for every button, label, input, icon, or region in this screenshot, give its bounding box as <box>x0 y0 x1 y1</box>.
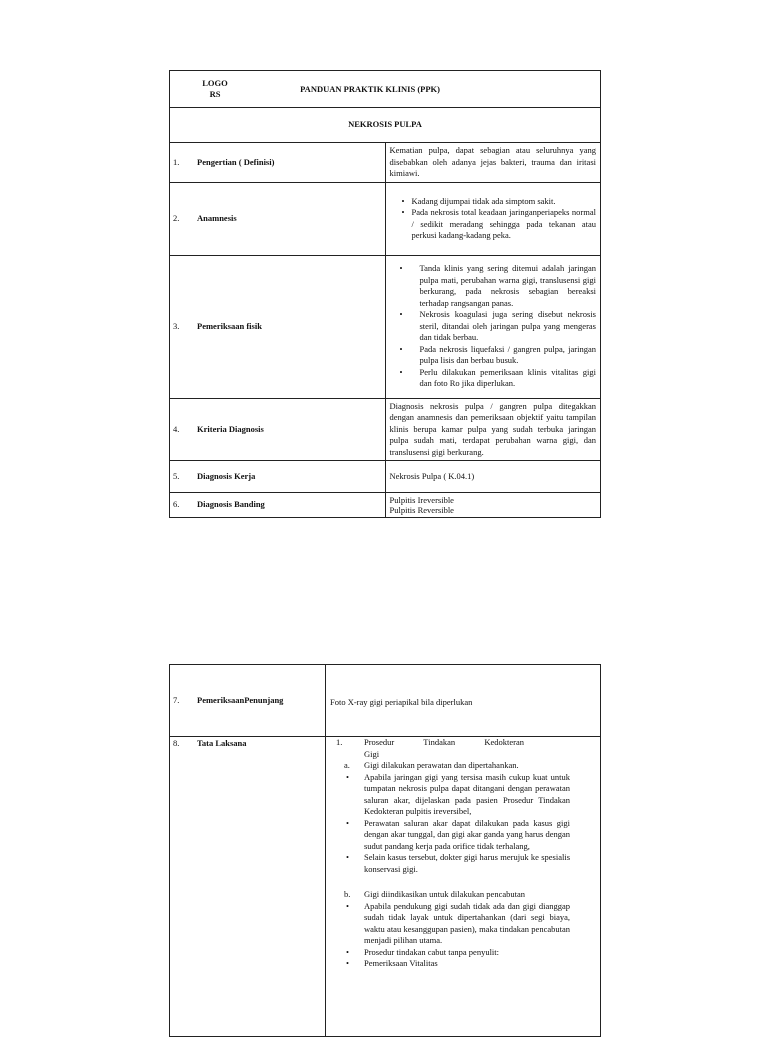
option-b-text: Gigi diindikasikan untuk dilakukan pencabutan <box>364 889 525 899</box>
list-item: • Pada nekrosis total keadaan jaringanperiapeks normal / sedikit meradang sehingga pada tekanan atau perkusi kadang-kadang peka. <box>412 207 597 242</box>
list-item: • Pemeriksaan Vitalitas <box>364 958 570 970</box>
row-number: 4. <box>173 423 180 434</box>
document-title: PANDUAN PRAKTIK KLINIS (PPK) <box>300 83 440 94</box>
header-row <box>170 71 601 108</box>
row-label: Diagnosis Kerja <box>197 470 256 481</box>
physical-exam-cell <box>385 255 601 398</box>
procedure-heading <box>330 737 596 760</box>
row-label-cell <box>170 461 386 493</box>
procedure-title-line2: Gigi <box>364 748 380 759</box>
option-b <box>330 889 596 901</box>
ppk-table-page-1 <box>169 70 601 518</box>
management-cell <box>326 737 601 1037</box>
row-label: Pemeriksaan fisik <box>197 320 262 331</box>
row-number: 2. <box>173 212 180 223</box>
anamnesis-cell <box>385 182 601 255</box>
diagnosis-criteria-text: Diagnosis nekrosis pulpa / gangren pulpa ditegakkan dengan anamnesis dan pemeriksaan objektif yaitu tampilan klinis berupa kamar pulpa yang sudah terbuka jaringan pulpa sudah mati, terdapat perubahan warna gigi, dan translusensi gigi berkurang. <box>385 398 601 461</box>
row-label: PemeriksaanPenunjang <box>197 694 284 705</box>
row-label: Kriteria Diagnosis <box>197 423 264 434</box>
list-item: • Apabila pendukung gigi sudah tidak ada dan gigi dianggap sudah tidak layak untuk dipertahankan (dari segi biaya, waktu atau kesanggupan pasien), maka tindakan pencabutan menjadi pilihan utama. <box>364 901 570 947</box>
option-a <box>330 760 596 772</box>
list-item: • Perawatan saluran akar dapat dilakukan pada kasus gigi dengan akar tunggal, dan gigi akar ganda yang harus dengan sudut pandang kerja pada orifice tidak terhalang, <box>364 818 570 853</box>
differential-item: Pulpitis Reversible <box>389 505 454 515</box>
list-item: • Kadang dijumpai tidak ada simptom sakit. <box>412 196 597 208</box>
row-number: 1. <box>173 156 180 167</box>
option-a-text: Gigi dilakukan perawatan dan dipertahankan. <box>364 760 519 770</box>
row-label-cell <box>170 665 326 737</box>
row-number: 7. <box>173 694 180 705</box>
logo-placeholder <box>170 78 260 100</box>
list-marker: 1. <box>336 737 343 747</box>
logo-text-line2: RS <box>209 88 221 99</box>
list-item: • Pada nekrosis liquefaksi / gangren pulpa, jaringan pulpa lisis dan berbau busuk. <box>420 344 597 367</box>
row-number: 3. <box>173 320 180 331</box>
list-item: • Apabila jaringan gigi yang tersisa masih cukup kuat untuk tumpatan nekrosis pulpa dapat ditangani dengan perawatan saluran akar, dijelaskan pada pasien Prosedur Tindakan Kedokteran pulpitis ireversibel, <box>364 772 570 818</box>
differential-diagnosis-cell <box>385 493 601 518</box>
procedure-title-line1: Prosedur Tindakan Kedokteran <box>364 737 524 747</box>
row-number: 8. <box>173 738 180 748</box>
working-diagnosis-text: Nekrosis Pulpa ( K.04.1) <box>385 461 601 493</box>
definition-text: Kematian pulpa, dapat sebagian atau seluruhnya yang disebabkan oleh adanya jejas bakteri, trauma dan iritasi kimiawi. <box>385 143 601 183</box>
list-marker: a. <box>344 760 350 770</box>
list-item: • Tanda klinis yang sering ditemui adalah jaringan pulpa mati, perubahan warna gigi, translusensi gigi berkurang, pada nekrosis sebagian bereaksi terhadap rangsangan panas. <box>420 263 597 309</box>
list-item: • Nekrosis koagulasi juga sering disebut nekrosis steril, ditandai oleh jaringan pulpa yang mengeras dan tidak berbau. <box>420 309 597 344</box>
row-number: 6. <box>173 499 180 510</box>
list-item: • Prosedur tindakan cabut tanpa penyulit: <box>364 947 570 959</box>
list-marker: b. <box>344 889 351 899</box>
row-label-cell <box>170 737 326 1037</box>
row-label-cell <box>170 493 386 518</box>
logo-text-line1: LOGO <box>202 77 228 88</box>
supporting-exam-text: Foto X-ray gigi periapikal bila diperlukan <box>326 665 601 737</box>
list-item: • Perlu dilakukan pemeriksaan klinis vitalitas gigi dan foto Ro jika diperlukan. <box>420 367 597 390</box>
diagnosis-title: NEKROSIS PULPA <box>170 108 601 143</box>
row-number: 5. <box>173 470 180 481</box>
row-label: Pengertian ( Definisi) <box>197 156 275 167</box>
row-label: Anamnesis <box>197 212 237 223</box>
ppk-table-page-2 <box>169 664 601 1037</box>
row-label-cell <box>170 182 386 255</box>
list-item: • Selain kasus tersebut, dokter gigi harus merujuk ke spesialis konservasi gigi. <box>364 852 570 875</box>
row-label: Tata Laksana <box>197 738 247 748</box>
row-label-cell <box>170 398 386 461</box>
row-label-cell <box>170 143 386 183</box>
row-label-cell <box>170 255 386 398</box>
differential-item: Pulpitis Ireversible <box>389 495 454 505</box>
row-label: Diagnosis Banding <box>197 499 265 510</box>
